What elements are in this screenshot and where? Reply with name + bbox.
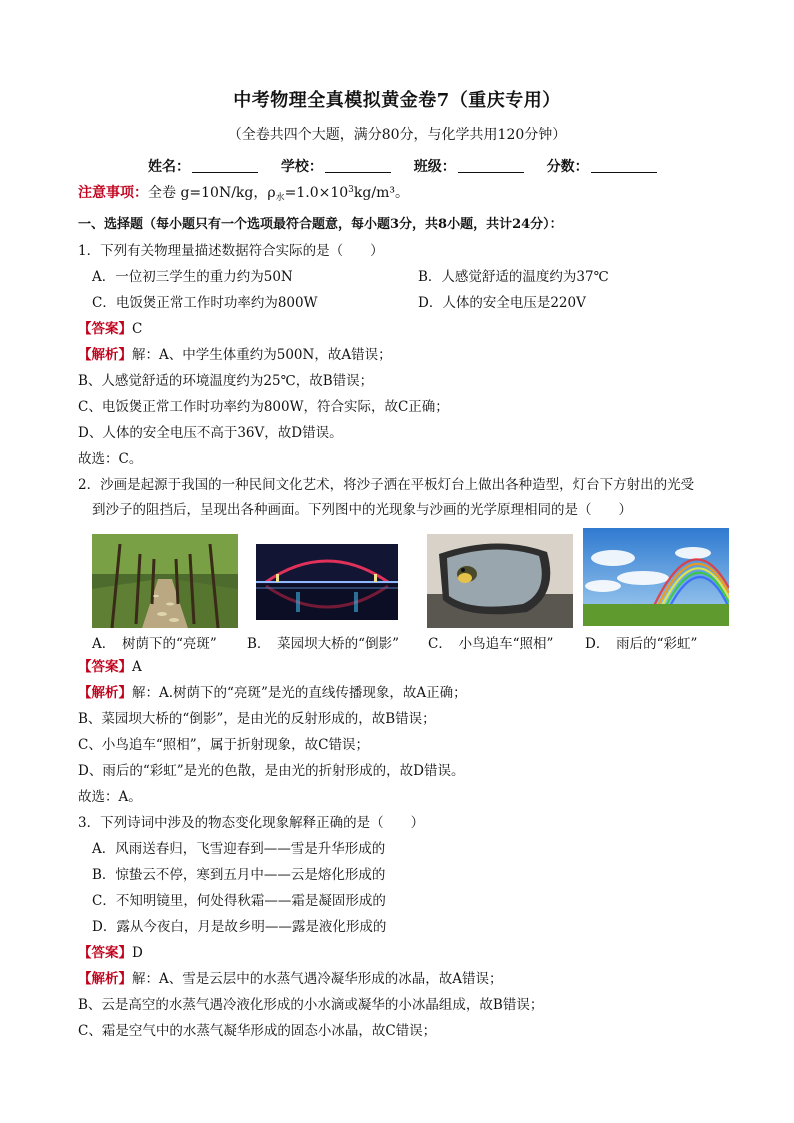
q1-option-a: A．一位初三学生的重力约为50N — [92, 269, 293, 285]
q3-answer — [78, 944, 143, 962]
analysis-label: 【解析】 — [78, 971, 132, 987]
q3-analysis-2: C、霜是空气中的水蒸气凝华形成的固态小冰晶，故C错误； — [78, 1023, 437, 1039]
analysis-label: 【解析】 — [78, 685, 132, 701]
q2-answer — [78, 658, 142, 676]
name-label: 姓名： — [148, 159, 190, 175]
name-blank[interactable] — [192, 158, 258, 173]
q1-stem: 1．下列有关物理量描述数据符合实际的是（ ） — [78, 243, 384, 259]
q3-analysis-0 — [78, 970, 503, 988]
answer-label: 【答案】 — [78, 659, 132, 675]
q2-choice: 故选：A。 — [78, 789, 142, 805]
class-blank[interactable] — [458, 158, 524, 173]
bird-mirror-photo — [427, 534, 573, 628]
q2-stem-2: 到沙子的阻挡后，呈现出各种画面。下列图中的光现象与沙画的光学原理相同的是（ ） — [92, 502, 632, 518]
q3-analysis-1: B、云是高空的水蒸气遇冷液化形成的小水滴或凝华的小冰晶组成，故B错误； — [78, 997, 544, 1013]
q1-option-c: C．电饭煲正常工作时功率约为800W — [92, 295, 318, 311]
answer-label: 【答案】 — [78, 945, 132, 961]
q1-choice: 故选：C。 — [78, 451, 143, 467]
class-label: 班级： — [413, 159, 456, 175]
score-blank[interactable] — [591, 158, 657, 173]
q2-analysis-text: 解：A.树荫下的“亮斑”是光的直线传播现象，故A正确； — [132, 685, 467, 701]
q1-analysis-3: D、人体的安全电压不高于36V，故D错误。 — [78, 425, 343, 441]
section-heading: 一、选择题（每小题只有一个选项最符合题意，每小题3分，共8小题，共计24分）： — [78, 217, 563, 232]
q2-analysis-2: C、小鸟追车“照相”，属于折射现象，故C错误； — [78, 737, 369, 753]
q3-stem: 3．下列诗词中涉及的物态变化现象解释正确的是（ ） — [78, 815, 425, 831]
notice-text-a: 全卷 g=10N/kg，ρ — [148, 185, 276, 201]
notice-text-c: kg/m³。 — [353, 185, 409, 201]
q1-answer — [78, 320, 142, 338]
notice-text-b: =1.0×10 — [284, 185, 349, 201]
notice-label: 注意事项： — [78, 185, 148, 201]
q1-option-b: B．人感觉舒适的温度约为37℃ — [418, 269, 609, 285]
q1-option-d: D．人体的安全电压是220V — [418, 295, 586, 311]
q2-caption-c: C． 小鸟追车“照相” — [428, 636, 554, 652]
q3-analysis-text: 解：A、雪是云层中的水蒸气遇冷凝华形成的冰晶，故A错误； — [132, 971, 503, 987]
q2-analysis-1: B、菜园坝大桥的“倒影”，是由光的反射形成的，故B错误； — [78, 711, 436, 727]
q3-option-c: C．不知明镜里，何处得秋霜——霜是凝固形成的 — [92, 893, 386, 909]
q3-answer-value: D — [132, 945, 143, 961]
q3-option-b: B．惊蛰云不停，寒到五月中——云是熔化形成的 — [92, 867, 386, 883]
page-subtitle: （全卷共四个大题，满分80分，与化学共用120分钟） — [227, 127, 567, 143]
school-blank[interactable] — [325, 158, 391, 173]
q2-analysis-0 — [78, 684, 467, 702]
q2-analysis-3: D、雨后的“彩虹”是光的色散，是由光的折射形成的，故D错误。 — [78, 763, 465, 779]
analysis-label: 【解析】 — [78, 347, 132, 363]
q2-caption-d: D． 雨后的“彩虹” — [585, 636, 698, 652]
rainbow-photo — [583, 528, 729, 626]
q1-analysis-2: C、电饭煲正常工作时功率约为800W，符合实际，故C正确； — [78, 399, 449, 415]
q3-option-a: A．风雨送春归，飞雪迎春到——雪是升华形成的 — [92, 841, 386, 857]
bridge-reflection-photo — [256, 544, 398, 620]
student-info-line — [148, 156, 675, 176]
score-label: 分数： — [546, 159, 589, 175]
q2-stem-1: 2．沙画是起源于我国的一种民间文化艺术，将沙子洒在平板灯台上做出各种造型，灯台下方射出的光受 — [78, 477, 695, 493]
q1-analysis-0 — [78, 346, 392, 364]
q2-caption-a: A． 树荫下的“亮斑” — [92, 636, 217, 652]
tree-shade-photo — [92, 534, 238, 628]
q2-caption-b: B． 菜园坝大桥的“倒影” — [247, 636, 399, 652]
notice-line — [78, 181, 409, 207]
q1-analysis-text: 解：A、中学生体重约为500N，故A错误； — [132, 347, 392, 363]
page-title: 中考物理全真模拟黄金卷7（重庆专用） — [233, 90, 561, 111]
notice-sup: 3 — [348, 185, 354, 195]
q1-answer-value: C — [132, 321, 143, 337]
school-label: 学校： — [280, 159, 323, 175]
notice-sub: 水 — [275, 193, 285, 203]
q2-answer-value: A — [132, 659, 142, 675]
answer-label: 【答案】 — [78, 321, 132, 337]
q3-option-d: D．露从今夜白，月是故乡明——露是液化形成的 — [92, 919, 387, 935]
q1-analysis-1: B、人感觉舒适的环境温度约为25℃，故B错误； — [78, 373, 374, 389]
